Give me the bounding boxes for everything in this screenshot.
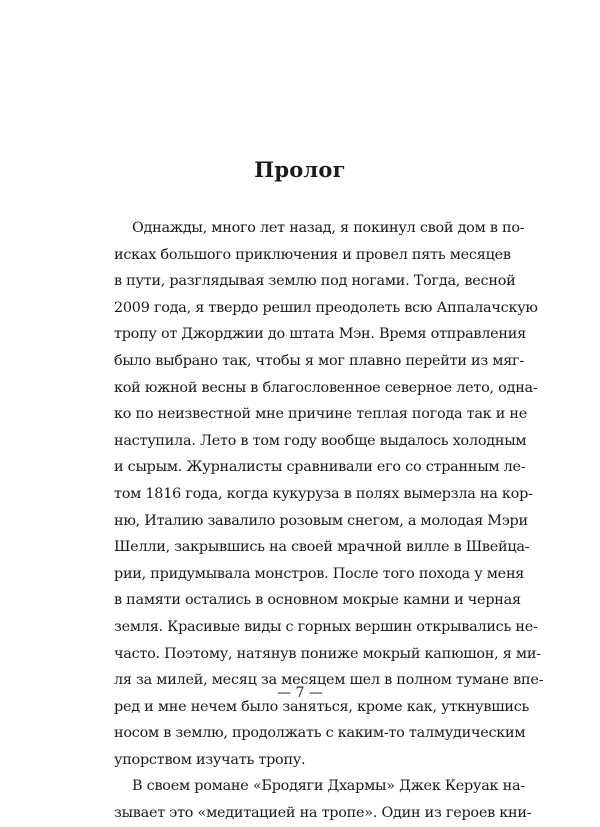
text-line: было выбрано так, чтобы я мог плавно перейти из мяг-	[114, 352, 524, 369]
text-line: и сырым. Журналисты сравнивали его со странным ле-	[114, 459, 526, 476]
text-line: ню, Италию завалило розовым снегом, а молодая Мэри	[114, 512, 528, 529]
text-line: земля. Красивые виды с горных вершин открывались не-	[114, 618, 538, 635]
text-line: ля за милей, месяц за месяцем шел в полном тумане впе-	[114, 672, 544, 689]
text-line: Шелли, закрывшись на своей мрачной вилле в Швейца-	[114, 539, 530, 556]
text-line: 2009 года, я твердо решил преодолеть всю Аппалачскую	[114, 299, 538, 316]
text-line: часто. Поэтому, натянув пониже мокрый капюшон, я ми-	[114, 645, 541, 662]
text-line: ред и мне нечем было заняться, кроме как, уткнувшись	[114, 698, 530, 715]
text-line: исках большого приключения и провел пять месяцев	[114, 246, 511, 263]
page-number: — 7 —	[277, 685, 323, 701]
text-line: наступила. Лето в том году вообще выдалось холодным	[114, 432, 527, 449]
chapter-title: Пролог	[254, 157, 346, 182]
text-line: в пути, разглядывая землю под ногами. Тогда, весной	[114, 273, 516, 290]
text-line: Однажды, много лет назад, я покинул свой дом в по-	[132, 220, 525, 236]
text-line: тропу от Джорджии до штата Мэн. Время отправления	[114, 326, 526, 343]
text-line: В своем романе «Бродяги Дхармы» Джек Керуак на-	[132, 778, 525, 795]
text-line: кой южной весны в благословенное северное лето, одна-	[114, 379, 538, 396]
text-line: в памяти остались в основном мокрые камни и черная	[114, 592, 521, 609]
text-line: ко по неизвестной мне причине теплая погода так и не	[114, 406, 528, 423]
text-line: носом в землю, продолжать с каким-то талмудическим	[114, 725, 526, 742]
body-text	[114, 215, 544, 827]
text-line: упорством изучать тропу.	[114, 751, 306, 768]
text-line: том 1816 года, когда кукуруза в полях вымерзла на кор-	[114, 485, 533, 502]
text-line: зывает это «медитацией на тропе». Один из героев кни-	[114, 805, 532, 822]
text-line: рии, придумывала монстров. После того похода у меня	[114, 565, 525, 582]
